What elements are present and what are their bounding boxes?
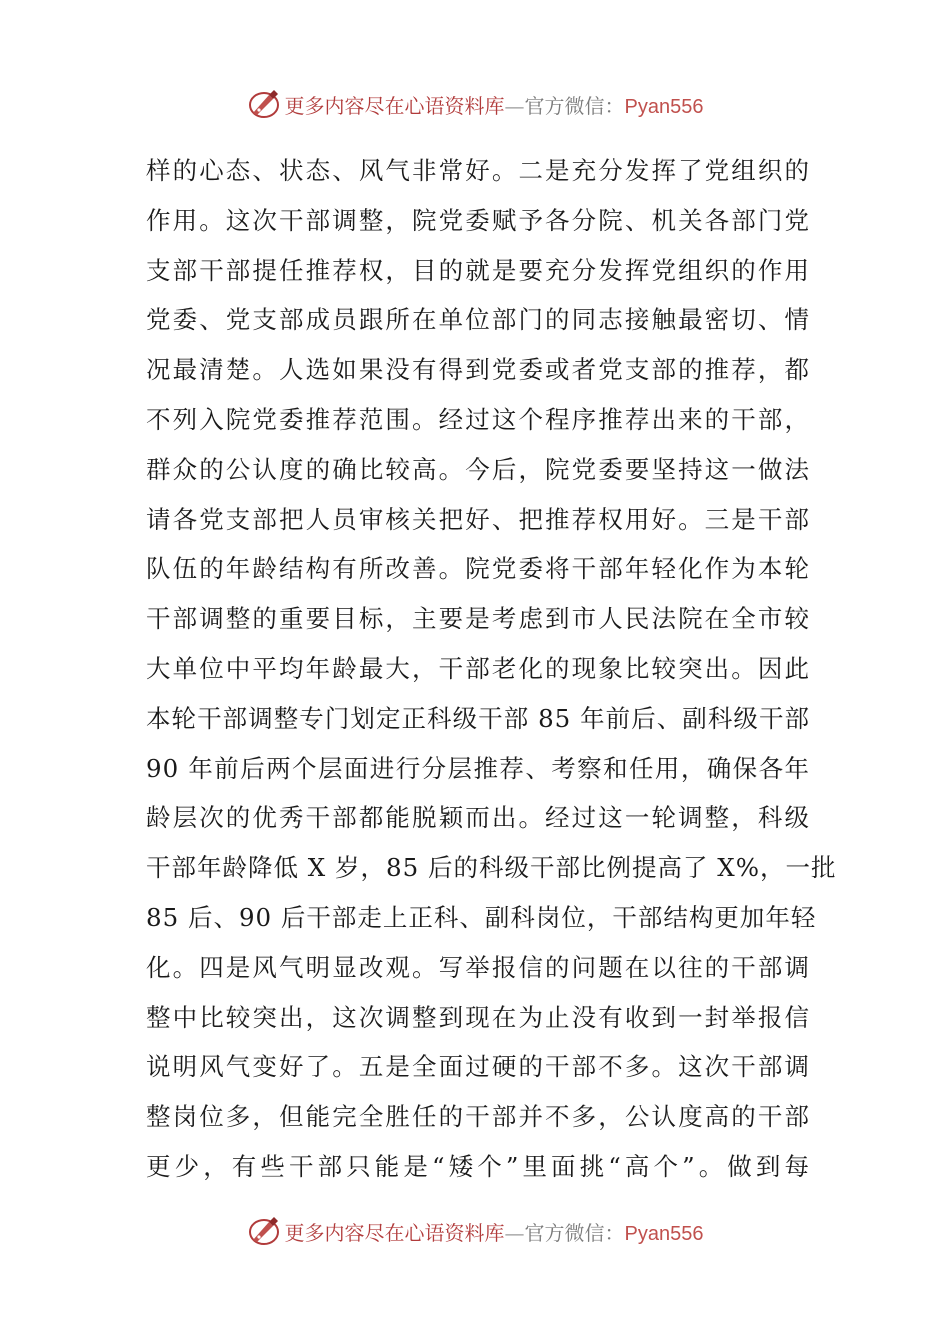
body-line: 群众的公认度的确比较高。今后，院党委要坚持这一做法 xyxy=(146,454,810,484)
banner-text xyxy=(285,1217,704,1246)
body-line: 说明风气变好了。五是全面过硬的干部不多。这次干部调 xyxy=(146,1052,810,1082)
document-body xyxy=(146,146,837,1192)
body-line: 党委、党支部成员跟所在单位部门的同志接触最密切、情 xyxy=(146,305,810,335)
header-banner xyxy=(0,84,950,124)
body-line: 样的心态、状态、风气非常好。二是充分发挥了党组织的 xyxy=(146,156,810,185)
wechat-id: Pyan556 xyxy=(624,1222,704,1245)
wechat-id: Pyan556 xyxy=(624,95,704,118)
wechat-label: 官方微信： xyxy=(524,1220,625,1245)
wechat-label: 官方微信： xyxy=(524,93,625,118)
body-line: 整中比较突出，这次调整到现在为止没有收到一封举报信 xyxy=(146,1002,810,1032)
body-line: 请各党支部把人员审核关把好、把推荐权用好。三是干部 xyxy=(146,504,810,534)
body-line: 支部干部提任推荐权，目的就是要充分发挥党组织的作用 xyxy=(146,255,810,285)
pen-nib-logo-icon xyxy=(247,87,281,121)
body-line: 干部年龄降低 X 岁，85 后的科级干部比例提高了 X%，一批 xyxy=(146,853,837,883)
banner-dash: — xyxy=(504,93,525,118)
body-line: 85 后、90 后干部走上正科、副科岗位，干部结构更加年轻 xyxy=(146,902,817,932)
body-line: 队伍的年龄结构有所改善。院党委将干部年轻化作为本轮 xyxy=(146,554,810,584)
body-line: 更少，有些干部只能是“矮个”里面挑“高个”。做到每 xyxy=(146,1151,810,1181)
pen-nib-logo-icon xyxy=(247,1214,281,1248)
banner-dash: — xyxy=(504,1220,525,1245)
body-line: 干部调整的重要目标，主要是考虑到市人民法院在全市较 xyxy=(146,604,810,634)
footer-banner xyxy=(0,1211,950,1251)
banner-text xyxy=(285,90,704,119)
site-name: 更多内容尽在心语资料库 xyxy=(284,1220,505,1245)
body-line: 大单位中平均年龄最大，干部老化的现象比较突出。因此 xyxy=(146,653,810,683)
body-line: 化。四是风气明显改观。写举报信的问题在以往的干部调 xyxy=(146,952,810,982)
body-line: 作用。这次干部调整，院党委赋予各分院、机关各部门党 xyxy=(146,205,810,235)
body-line: 不列入院党委推荐范围。经过这个程序推荐出来的干部， xyxy=(146,404,810,434)
body-line: 况最清楚。人选如果没有得到党委或者党支部的推荐，都 xyxy=(146,355,810,385)
site-name: 更多内容尽在心语资料库 xyxy=(284,93,505,118)
body-line: 龄层次的优秀干部都能脱颖而出。经过这一轮调整，科级 xyxy=(146,803,810,833)
body-line: 90 年前后两个层面进行分层推荐、考察和任用，确保各年 xyxy=(146,753,810,783)
body-line: 本轮干部调整专门划定正科级干部 85 年前后、副科级干部 xyxy=(146,703,810,733)
body-line: 整岗位多，但能完全胜任的干部并不多，公认度高的干部 xyxy=(146,1102,810,1132)
